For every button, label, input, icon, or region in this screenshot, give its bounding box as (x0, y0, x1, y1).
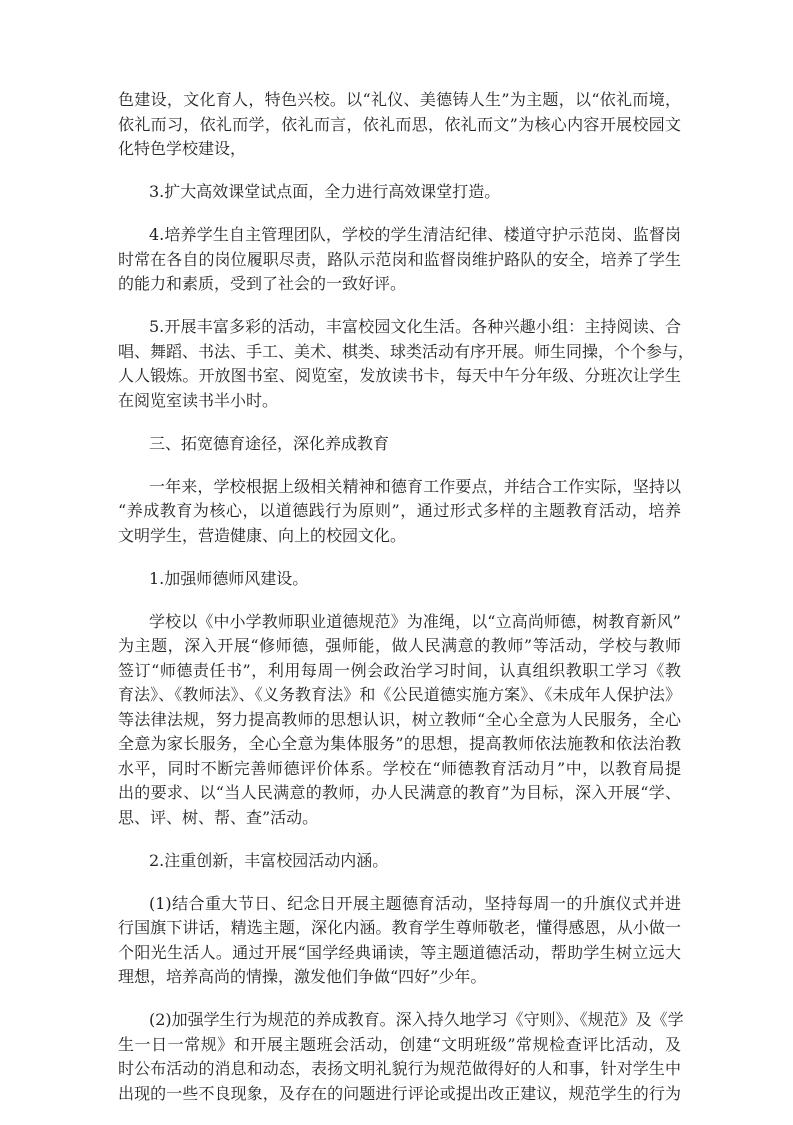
text-line: 生一日一常规》和开展主题班会活动，创建“文明班级”常规检查评比活动，及 (118, 1034, 681, 1054)
document-page (118, 88, 695, 1125)
paragraph (118, 315, 695, 413)
text-line: 的能力和素质，受到了社会的一致好评。 (118, 274, 407, 293)
text-line: 个阳光生活人。通过开展“国学经典诵读，等主题道德活动，帮助学生树立远大 (118, 942, 681, 962)
text-line: 签订“师德责任书”，利用每周一例会政治学习时间，认真组织教职工学习《教 (118, 660, 681, 680)
text-line: 化特色学校建设， (118, 139, 247, 158)
text-line: 理想，培养高尚的情操，激发他们争做“四好”少年。 (118, 967, 487, 986)
text-line: 在阅览室读书半小时。 (118, 390, 279, 410)
text-line: 文明学生，营造健康、向上的校园文化。 (118, 525, 407, 545)
paragraph (118, 610, 681, 831)
text-line: 一年来，学校根据上级相关精神和德育工作要点，并结合工作实际，坚持以 (149, 476, 681, 496)
paragraph (118, 223, 681, 297)
text-line: 三、拓宽德育途径，深化养成教育 (149, 433, 390, 453)
text-line: 等法律法规，努力提高教师的思想认识，树立教师“全心全意为人民服务，全心 (118, 709, 681, 729)
text-line: 时常在各自的岗位履职尽责，路队示范岗和监督岗维护路队的安全，培养了学生 (118, 249, 681, 269)
text-line: 1.加强师德师风建设。 (149, 568, 309, 588)
text-line: 思、评、树、帮、查”活动。 (118, 807, 319, 827)
text-line: 出现的一些不良现象，及存在的问题进行评论或提出改正建议，规范学生的行为 (118, 1083, 681, 1103)
text-line: 全意为家长服务，全心全意为集体服务”的思想，提高教师依法施教和依法治教 (118, 734, 681, 753)
text-line: 时公布活动的消息和动态，表扬文明礼貌行为规范做得好的人和事，针对学生中 (118, 1059, 681, 1078)
text-line: 出的要求、以“当人民满意的教师，办人民满意的教育”为目标，深入开展“学、 (118, 783, 681, 802)
text-line: (1)结合重大节日、纪念日开展主题德育活动，坚持每周一的升旗仪式并进 (149, 893, 681, 913)
paragraph (118, 88, 681, 162)
text-line: 4.培养学生自主管理团队，学校的学生清洁纪律、楼道守护示范岗、监督岗 (149, 225, 681, 244)
text-line: 人人锻炼。开放图书室、阅览室，发放读书卡，每天中午分年级、分班次让学生 (118, 366, 681, 385)
paragraph (118, 567, 681, 592)
text-line: “养成教育为核心，以道德践行为原则”，通过形式多样的主题教育活动，培养 (118, 501, 681, 520)
text-line: 5.开展丰富多彩的活动，丰富校园文化生活。各种兴趣小组：主持阅读、合 (149, 317, 681, 336)
paragraph (118, 180, 681, 205)
text-line: 2.注重创新，丰富校园活动内涵。 (149, 850, 389, 870)
text-line: 色建设，文化育人，特色兴校。以“礼仪、美德铸人生”为主题，以“依礼而境， (118, 90, 681, 109)
text-line: 唱、舞蹈、书法、手工、美术、棋类、球类活动有序开展。师生同操，个个参与， (118, 341, 695, 361)
paragraph (118, 475, 681, 549)
paragraph (118, 849, 681, 874)
text-line: 3.扩大高效课堂试点面，全力进行高效课堂打造。 (149, 182, 501, 201)
text-line: 育法》、《教师法》、《义务教育法》和《公民道德实施方案》、《未成年人保护法》 (118, 685, 681, 704)
text-line: 行国旗下讲话，精选主题，深化内涵。教育学生尊师敬老，懂得感恩，从小做一 (118, 918, 681, 937)
text-line: (2)加强学生行为规范的养成教育。深入持久地学习《守则》、《规范》及《学 (149, 1010, 684, 1029)
text-line: 依礼而习，依礼而学，依礼而言，依礼而思，依礼而文”为核心内容开展校园文 (118, 114, 681, 134)
text-line: 为主题，深入开展“修师德，强师能，做人民满意的教师”等活动，学校与教师 (118, 636, 681, 655)
paragraph (118, 432, 681, 457)
paragraph (118, 892, 681, 990)
text-line: 水平，同时不断完善师德评价体系。学校在“师德教育活动月”中，以教育局提 (118, 758, 681, 778)
paragraph (118, 1008, 684, 1106)
text-line: 学校以《中小学教师职业道德规范》为准绳，以“立高尚师德，树教育新风” (149, 611, 681, 631)
